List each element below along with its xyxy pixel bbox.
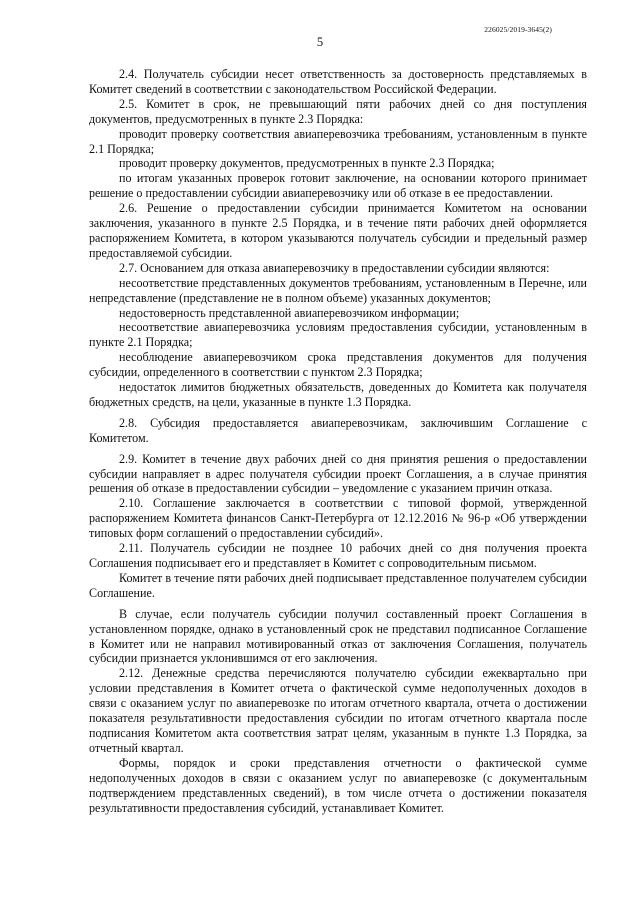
paragraph: недостаток лимитов бюджетных обязательств, доведенных до Комитета как получателя бюджетных средств, на цели, указанные в пункте 1.3 Порядка. bbox=[89, 380, 587, 409]
paragraph: несоблюдение авиаперевозчиком срока представления документов для получения субсидии, определенного в соответствии с пунктом 2.3 Порядка; bbox=[89, 350, 587, 380]
paragraph: 2.4. Получатель субсидии несет ответственность за достоверность представляемых в Комитет сведений в соответствии с законодательством Российской Федерации. bbox=[89, 67, 587, 96]
paragraph: несоответствие авиаперевозчика условиям предоставления субсидии, установленным в пункте 2.1 Порядка; bbox=[89, 320, 587, 350]
paragraph: проводит проверку документов, предусмотренных в пункте 2.3 Порядка; bbox=[119, 156, 495, 171]
paragraph: Формы, порядок и сроки представления отчетности о фактической сумме недополученных доходов в связи с оказанием услуг по авиаперевозке (с документальным подтверждением представленных сведений), в том числе отчета о достижении показателя результативности предоставления субсидий, устанавливает Комитет. bbox=[89, 755, 587, 815]
paragraph: 2.6. Решение о предоставлении субсидии принимается Комитетом на основании заключения, указанного в пункте 2.5 Порядка, и в течение пяти рабочих дней оформляется распоряжением Комитета, в котором указываются получатель субсидии и предельный размер предоставляемой субсидии. bbox=[89, 201, 587, 260]
document-body bbox=[89, 67, 587, 815]
paragraph: 2.12. Денежные средства перечисляются получателю субсидии ежеквартально при условии представления в Комитет отчета о фактической сумме недополученных доходов в связи с оказанием услуг по авиаперевозке по итогам отчетного квартала, отчета о достижении показателя результативности предоставления субсидии по итогам отчетного квартала после подписания Комитетом акта соответствия затрат целям, указанным в пункте 1.3 Порядка, за отчетный квартал. bbox=[89, 666, 587, 755]
paragraph: по итогам указанных проверок готовит заключение, на основании которого принимает решение о предоставлении субсидии авиаперевозчику или об отказе в ее предоставлении. bbox=[89, 171, 587, 201]
paragraph: 2.5. Комитет в срок, не превышающий пяти рабочих дней со дня поступления документов, предусмотренных в пункте 2.3 Порядка: bbox=[89, 96, 587, 126]
page-number: 5 bbox=[316, 35, 324, 49]
paragraph: проводит проверку соответствия авиаперевозчика требованиям, установленным в пункте 2.1 Порядка; bbox=[89, 126, 587, 156]
paragraph: 2.7. Основанием для отказа авиаперевозчику в предоставлении субсидии являются: bbox=[119, 260, 550, 275]
paragraph: недостоверность представленной авиаперевозчиком информации; bbox=[119, 305, 460, 320]
paragraph: Комитет в течение пяти рабочих дней подписывает представленное получателем субсидии Соглашение. bbox=[89, 570, 587, 600]
paragraph: 2.10. Соглашение заключается в соответствии с типовой формой, утвержденной распоряжением Комитета финансов Санкт-Петербурга от 12.12.2016 № 96-р «Об утверждении типовых форм соглашений о предоставлении субсидий». bbox=[89, 496, 587, 541]
document-registration-number: 226025/2019-3645(2) bbox=[484, 25, 552, 34]
paragraph: 2.9. Комитет в течение двух рабочих дней со дня принятия решения о предоставлении субсидии направляет в адрес получателя субсидии проект Соглашения, а в случае принятия решения об отказе в предоставлении субсидии – уведомление с указанием причин отказа. bbox=[89, 451, 587, 496]
paragraph: 2.11. Получатель субсидии не позднее 10 рабочих дней со дня получения проекта Соглашения подписывает его и представляет в Комитет с сопроводительным письмом. bbox=[89, 541, 587, 570]
paragraph: несоответствие представленных документов требованиям, установленным в Перечне, или непредставление (представление не в полном объеме) указанных документов; bbox=[89, 275, 587, 305]
paragraph: 2.8. Субсидия предоставляется авиаперевозчикам, заключившим Соглашение с Комитетом. bbox=[89, 415, 587, 445]
paragraph: В случае, если получатель субсидии получил составленный проект Соглашения в установленном порядке, однако в установленный срок не представил подписанное Соглашение в Комитет или не направил мотивированный отказ от заключения Соглашения, получатель субсидии признается уклонившимся от его заключения. bbox=[89, 606, 587, 666]
